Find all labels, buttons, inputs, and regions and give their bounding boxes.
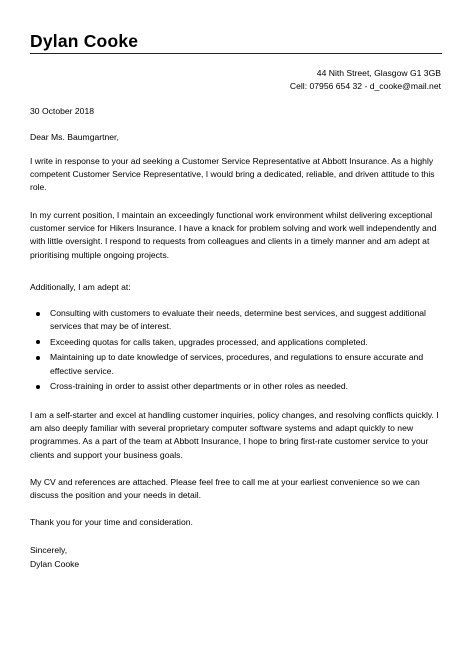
bullet-icon [36,312,40,316]
contact-block [290,67,441,93]
applicant-name: Dylan Cooke [30,31,139,51]
signature-name: Dylan Cooke [30,559,80,569]
skills-list [30,307,444,396]
paragraph-thanks: Thank you for your time and consideration. [30,517,193,527]
address-line: 44 Nith Street, Glasgow G1 3GB [316,68,441,78]
paragraph-current-position: In my current position, I maintain an exceedingly functional work environment whilst delivering exceptional customer service for Hikers Insurance. I have a knack for problem solving and work well independently and with little oversight. I respond to requests from colleagues and clients in a timely manner and am adept at prioritising multiple ongoing projects. [30,210,437,260]
bullet-icon [36,340,40,344]
list-item: Consulting with customers to evaluate their needs, determine best services, and suggest additional services that may be of interest. [30,307,444,333]
paragraph-self-starter: I am a self-starter and excel at handling customer inquiries, policy changes, and resolving conflicts quickly. I am also deeply familiar with several proprietary computer software systems and adapt quickly to new programmes. As a part of the team at Abbott Insurance, I hope to bring first-rate customer service to your clients and support your business goals. [30,410,439,460]
header-divider [30,53,442,54]
paragraph-intro: I write in response to your ad seeking a Customer Service Representative at Abbott Insurance. As a highly competent Customer Service Representative, I would bring a dedicated, reliable, and driven attitude to this role. [30,156,435,193]
phone-email-line: Cell: 07956 654 32 - d_cooke@mail.net [289,81,441,91]
paragraph-adept-intro: Additionally, I am adept at: [30,282,131,292]
closing: Sincerely, [30,545,68,555]
bullet-icon [36,385,40,389]
list-item: Maintaining up to date knowledge of services, procedures, and regulations to ensure accurate and effective service. [30,351,444,377]
salutation: Dear Ms. Baumgartner, [30,132,119,142]
letter-date: 30 October 2018 [30,106,95,116]
paragraph-cv-references: My CV and references are attached. Please feel free to call me at your earliest convenience so we can discuss the position and your needs in detail. [30,477,420,501]
list-item: Cross-training in order to assist other departments or in other roles as needed. [30,380,444,393]
list-item: Exceeding quotas for calls taken, upgrades processed, and applications completed. [30,336,444,349]
bullet-icon [36,356,40,360]
